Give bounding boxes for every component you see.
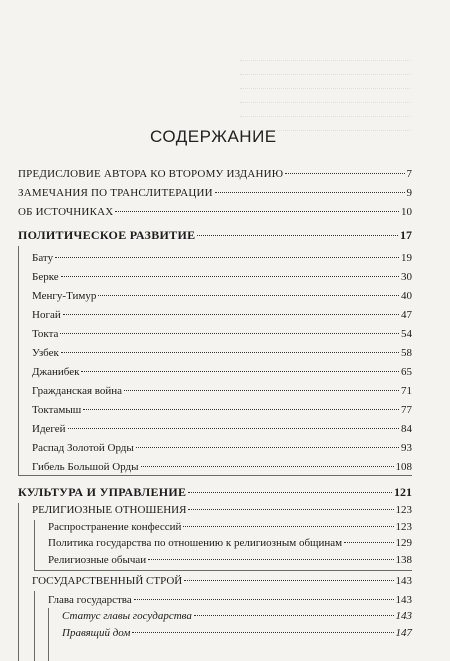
toc-entry[interactable]: Глава государства 143	[48, 594, 412, 606]
subsection-bracket-line	[34, 591, 35, 661]
toc-section-heading[interactable]: ПОЛИТИЧЕСКОЕ РАЗВИТИЕ 17	[18, 228, 412, 242]
toc-subsection-heading[interactable]: РЕЛИГИОЗНЫЕ ОТНОШЕНИЯ 123	[32, 504, 412, 516]
page-title: СОДЕРЖАНИЕ	[150, 127, 277, 146]
toc-entry[interactable]: Распространение конфессий 123	[48, 521, 412, 533]
toc-entry[interactable]: Статус главы государства 143	[62, 610, 412, 622]
toc-entry[interactable]: Гибель Большой Орды 108	[32, 461, 412, 473]
toc-section-heading[interactable]: КУЛЬТУРА И УПРАВЛЕНИЕ 121	[18, 485, 412, 499]
toc-entry[interactable]: Джанибек 65	[32, 366, 412, 378]
toc-entry[interactable]: Менгу-Тимур 40	[32, 290, 412, 302]
toc-entry[interactable]: Религиозные обычаи 138	[48, 554, 412, 566]
bleed-through-background	[0, 0, 450, 140]
toc-entry[interactable]: Токтамыш 77	[32, 404, 412, 416]
subsection-bracket-line	[34, 520, 35, 570]
toc-entry[interactable]: Политика государства по отношению к религиозным общинам 129	[48, 537, 412, 549]
toc-entry[interactable]: Идегей 84	[32, 423, 412, 435]
toc-entry[interactable]: ОБ ИСТОЧНИКАХ 10	[18, 206, 412, 218]
toc-entry[interactable]: ЗАМЕЧАНИЯ ПО ТРАНСЛИТЕРАЦИИ 9	[18, 187, 412, 199]
toc-entry[interactable]: Распад Золотой Орды 93	[32, 442, 412, 454]
toc-entry[interactable]: Ногай 47	[32, 309, 412, 321]
subsubsection-bracket-line	[48, 608, 49, 661]
toc-entry[interactable]: Правящий дом 147	[62, 627, 412, 639]
toc-entry[interactable]: ПРЕДИСЛОВИЕ АВТОРА КО ВТОРОМУ ИЗДАНИЮ 7	[18, 168, 412, 180]
section-bracket-line	[18, 503, 19, 661]
section-bracket-line	[18, 246, 19, 475]
toc-entry[interactable]: Токта 54	[32, 328, 412, 340]
toc-subsection-heading[interactable]: ГОСУДАРСТВЕННЫЙ СТРОЙ 143	[32, 575, 412, 587]
toc-entry[interactable]: Бату 19	[32, 252, 412, 264]
toc-entry[interactable]: Узбек 58	[32, 347, 412, 359]
section-divider	[18, 475, 412, 476]
subsection-divider	[34, 570, 412, 571]
toc-entry[interactable]: Гражданская война 71	[32, 385, 412, 397]
toc-entry[interactable]: Берке 30	[32, 271, 412, 283]
